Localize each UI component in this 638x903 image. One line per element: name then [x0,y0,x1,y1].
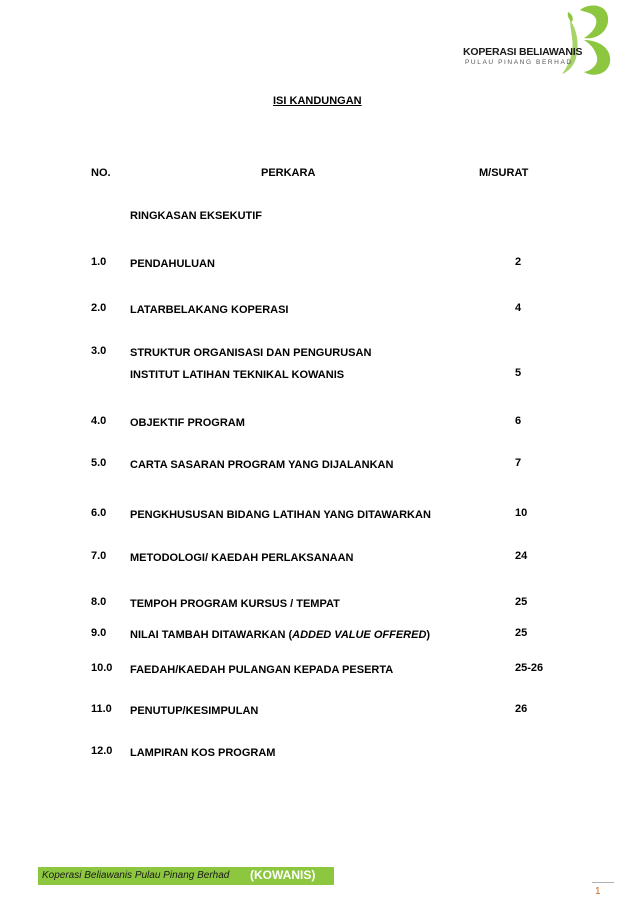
header-msurat: M/SURAT [479,167,529,179]
toc-number: 2.0 [91,302,107,314]
footer-bar [38,867,334,885]
toc-text: PENUTUP/KESIMPULAN [130,705,259,717]
toc-page: 6 [515,415,522,427]
toc-text: FAEDAH/KAEDAH PULANGAN KEPADA PESERTA [130,664,394,676]
toc-text: NILAI TAMBAH DITAWARKAN ( [130,629,293,641]
toc-number: 5.0 [91,457,107,469]
logo-name: KOPERASI BELIAWANIS [463,46,583,58]
toc-number: 10.0 [91,662,113,674]
footer-abbr: (KOWANIS) [250,868,316,882]
toc-text: CARTA SASARAN PROGRAM YANG DIJALANKAN [130,459,394,471]
toc-page: 24 [515,550,528,562]
toc-page: 10 [515,507,528,519]
toc-number: 12.0 [91,745,113,757]
header-no: NO. [91,167,111,179]
toc-number: 8.0 [91,596,107,608]
toc-page: 25 [515,596,528,608]
toc-page: 25-26 [515,662,544,674]
page-title: ISI KANDUNGAN [273,95,362,107]
toc-text: INSTITUT LATIHAN TEKNIKAL KOWANIS [130,369,345,381]
toc-page: 25 [515,627,528,639]
page-number: 1 [595,886,601,897]
toc-number: 3.0 [91,345,107,357]
toc-page: 7 [515,457,522,469]
toc-text: STRUKTUR ORGANISASI DAN PENGURUSAN [130,347,372,359]
toc-number: 6.0 [91,507,107,519]
logo [455,2,635,84]
butterfly-logo-icon [550,2,630,80]
toc-text: OBJEKTIF PROGRAM [130,417,245,429]
toc-page: 26 [515,703,528,715]
toc-number: 4.0 [91,415,107,427]
toc-text: RINGKASAN EKSEKUTIF [130,210,263,222]
toc-text-end: ) [426,629,431,641]
toc-page: 4 [515,302,522,314]
toc-page: 2 [515,256,522,268]
toc-number: 11.0 [91,703,112,715]
toc-text: LATARBELAKANG KOPERASI [130,304,289,316]
toc-number: 7.0 [91,550,107,562]
toc-text: METODOLOGI/ KAEDAH PERLAKSANAAN [130,552,354,564]
toc-text: LAMPIRAN KOS PROGRAM [130,747,276,759]
toc-page: 5 [515,367,522,379]
toc-text: PENDAHULUAN [130,258,215,270]
footer-org: Koperasi Beliawanis Pulau Pinang Berhad [42,870,230,881]
header-perkara: PERKARA [261,167,316,179]
toc-text: PENGKHUSUSAN BIDANG LATIHAN YANG DITAWARKAN [130,509,431,521]
logo-subtitle: PULAU PINANG BERHAD [465,59,573,66]
page-number-divider [592,882,614,883]
toc-text-composite [130,627,430,644]
toc-number: 1.0 [91,256,107,268]
toc-number: 9.0 [91,627,107,639]
toc-text-italic: ADDED VALUE OFFERED [292,629,427,641]
toc-text: TEMPOH PROGRAM KURSUS / TEMPAT [130,598,340,610]
